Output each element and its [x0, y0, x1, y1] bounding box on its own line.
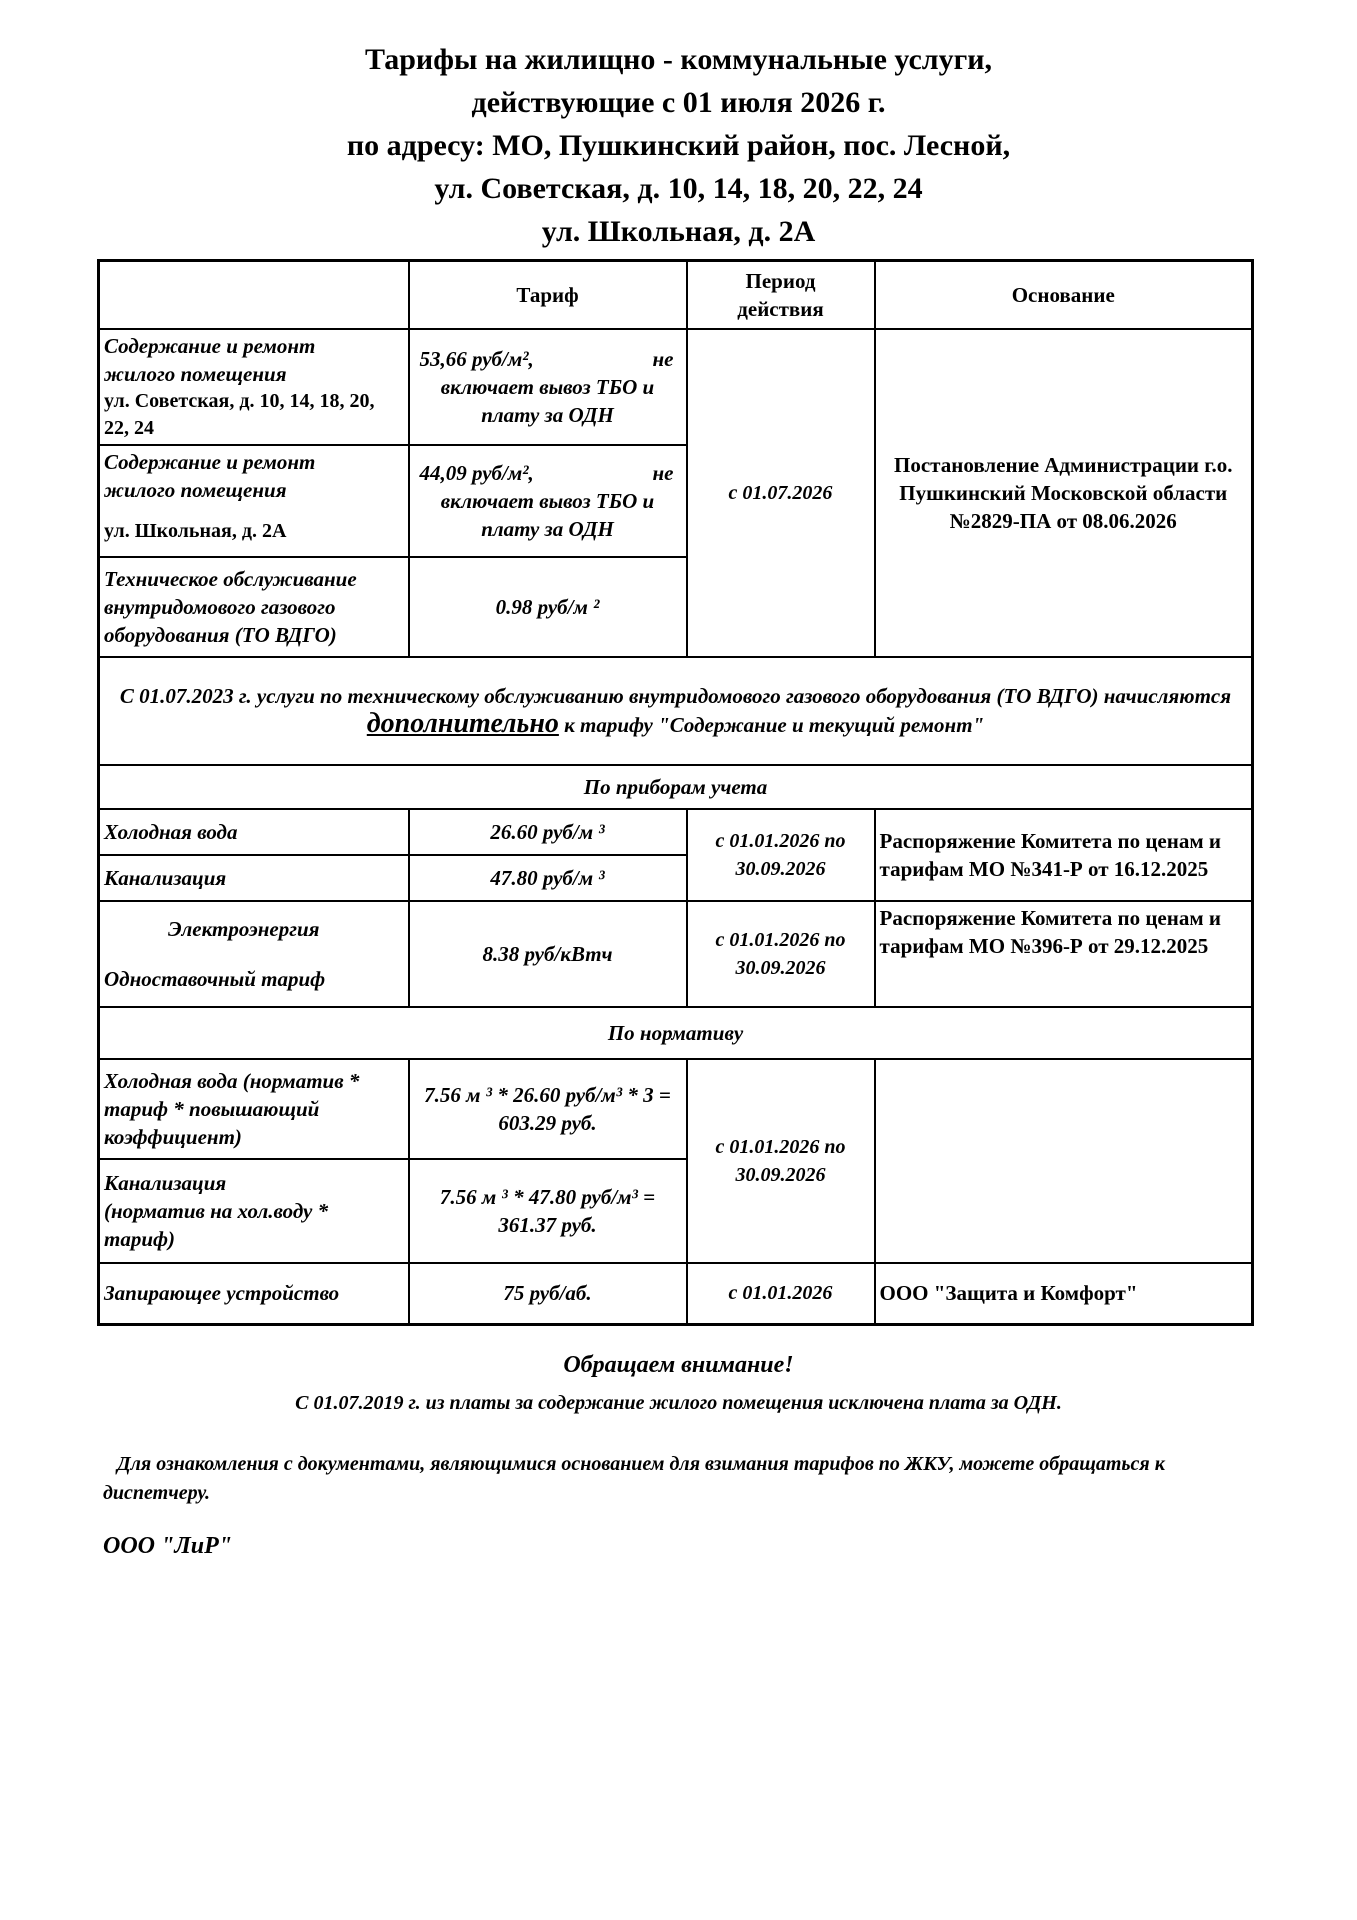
- header-basis: Основание: [875, 261, 1253, 329]
- maintenance-basis: Постановление Администрации г.о. Пушкинский Московской области №2829-ПА от 08.06.2026: [875, 329, 1253, 657]
- meter-water-basis: Распоряжение Комитета по ценам и тарифам МО №341-Р от 16.12.2025: [875, 809, 1253, 901]
- electricity-period: с 01.01.2026 по 30.09.2026: [687, 901, 875, 1007]
- electricity-tariff: 8.38 руб/кВтч: [409, 901, 687, 1007]
- electricity-basis: Распоряжение Комитета по ценам и тарифам МО №396-Р от 29.12.2025: [875, 901, 1253, 1007]
- maintenance-name-line1: Содержание и ремонт: [104, 449, 316, 474]
- maintenance-period: с 01.07.2026: [687, 329, 875, 657]
- maintenance-shkolnaya-name: [99, 445, 409, 557]
- tariffs-table: [97, 259, 1254, 1326]
- table-row: [99, 329, 1253, 445]
- maintenance-shkolnaya-tariff: [409, 445, 687, 557]
- title-line-2: действующие с 01 июля 2026 г.: [471, 86, 886, 119]
- attention-title: Обращаем внимание!: [563, 1352, 794, 1378]
- norm-cold-water-tariff: 7.56 м ³ * 26.60 руб/м³ * 3 = 603.29 руб.: [409, 1059, 687, 1159]
- tariff-first-line: [414, 459, 682, 487]
- norm-sewerage-name-line2: (норматив на хол.воду * тариф): [104, 1198, 329, 1251]
- maintenance-address: ул. Советская, д. 10, 14, 18, 20, 22, 24: [104, 389, 375, 439]
- electricity-name: [99, 901, 409, 1007]
- notice-after: к тарифу "Содержание и текущий ремонт": [564, 713, 985, 737]
- title-line-5: ул. Школьная, д. 2А: [541, 215, 816, 248]
- tariff-rest: включает вывоз ТБО и плату за ОДН: [440, 374, 655, 427]
- notice-before: С 01.07.2023 г. услуги по техническому обслуживанию внутридомового газового оборудования (ТО ВДГО) начисляются: [119, 684, 1232, 708]
- table-row: [99, 809, 1253, 855]
- maintenance-name-line1: Содержание и ремонт: [104, 333, 316, 358]
- maintenance-sovetskaya-tariff: [409, 329, 687, 445]
- vdgo-tariff: 0.98 руб/м ²: [409, 557, 687, 657]
- norm-cold-water-name: Холодная вода (норматив * тариф * повышающий коэффициент): [99, 1059, 409, 1159]
- header-empty-cell: [99, 261, 409, 329]
- tariff-rest: включает вывоз ТБО и плату за ОДН: [440, 488, 655, 541]
- table-header-row: [99, 261, 1253, 329]
- meter-water-period: с 01.01.2026 по 30.09.2026: [687, 809, 875, 901]
- title-line-3: по адресу: МО, Пушкинский район, пос. Лесной,: [346, 129, 1011, 162]
- title-line-1: Тарифы на жилищно - коммунальные услуги,: [364, 43, 993, 76]
- norms-section-title: По нормативу: [99, 1007, 1253, 1059]
- maintenance-address: ул. Школьная, д. 2А: [104, 519, 287, 542]
- header-period-line2: действия: [737, 296, 824, 321]
- lock-tariff: 75 руб/аб.: [409, 1263, 687, 1325]
- meter-cold-water-name: Холодная вода: [99, 809, 409, 855]
- norm-sewerage-name: [99, 1159, 409, 1263]
- lock-name: Запирающее устройство: [99, 1263, 409, 1325]
- table-row: [99, 901, 1253, 1007]
- norm-sewerage-tariff: 7.56 м ³ * 47.80 руб/м³ = 361.37 руб.: [409, 1159, 687, 1263]
- documents-note: Для ознакомления с документами, являющимися основанием для взимания тарифов по ЖКУ, можете обращаться к диспетчеру.: [103, 1453, 1165, 1504]
- norms-section-row: [99, 1007, 1253, 1059]
- tariff-word: не: [652, 346, 674, 371]
- electricity-name-line1: Электроэнергия: [168, 916, 320, 941]
- maintenance-sovetskaya-name: [99, 329, 409, 445]
- vdgo-notice-row: [99, 657, 1253, 765]
- vdgo-name: Техническое обслуживание внутридомового газового оборудования (ТО ВДГО): [99, 557, 409, 657]
- table-row: [99, 1263, 1253, 1325]
- notice-underlined: дополнительно: [366, 708, 559, 739]
- table-row: [99, 1059, 1253, 1159]
- meter-cold-water-tariff: 26.60 руб/м ³: [409, 809, 687, 855]
- meters-section-row: [99, 765, 1253, 809]
- maintenance-name-line2: жилого помещения: [104, 361, 287, 386]
- company-signature: ООО "ЛиР": [103, 1533, 233, 1559]
- maintenance-name-line2: жилого помещения: [104, 477, 287, 502]
- lock-period: с 01.01.2026: [687, 1263, 875, 1325]
- meter-sewerage-tariff: 47.80 руб/м ³: [409, 855, 687, 901]
- header-period: [687, 261, 875, 329]
- norm-period: с 01.01.2026 по 30.09.2026: [687, 1059, 875, 1263]
- meter-sewerage-name: Канализация: [99, 855, 409, 901]
- lock-basis: ООО "Защита и Комфорт": [875, 1263, 1253, 1325]
- tariff-value: 44,09 руб/м²,: [419, 460, 534, 485]
- norm-sewerage-name-line1: Канализация: [104, 1170, 227, 1195]
- tariff-value: 53,66 руб/м²,: [419, 346, 534, 371]
- meters-section-title: По приборам учета: [99, 765, 1253, 809]
- norm-basis: [875, 1059, 1253, 1263]
- header-tariff: Тариф: [409, 261, 687, 329]
- title-line-4: ул. Советская, д. 10, 14, 18, 20, 22, 24: [434, 172, 923, 205]
- tariff-first-line: [414, 345, 682, 373]
- tariff-word: не: [652, 460, 674, 485]
- electricity-name-line2: Одноставочный тариф: [104, 966, 326, 991]
- document-title: [0, 38, 1357, 253]
- header-period-line1: Период: [745, 268, 816, 293]
- vdgo-notice: [99, 657, 1253, 765]
- attention-text: С 01.07.2019 г. из платы за содержание жилого помещения исключена плата за ОДН.: [295, 1392, 1062, 1414]
